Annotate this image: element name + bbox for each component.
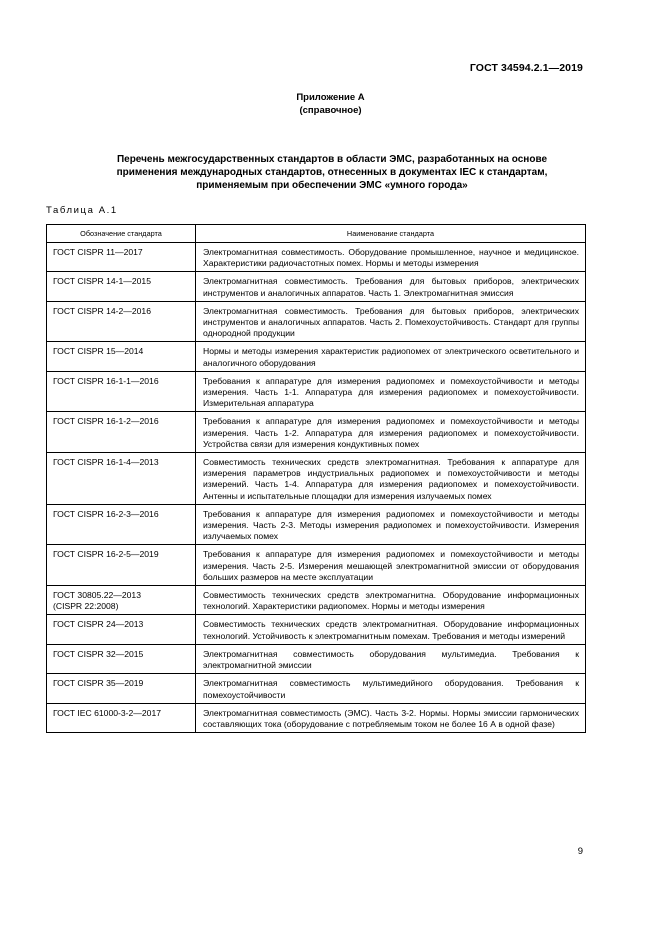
document-title: [62, 153, 602, 192]
standard-code: ГОСТ CISPR 16-1-1—2016: [47, 371, 196, 412]
standard-code: ГОСТ CISPR 16-2-5—2019: [47, 545, 196, 586]
standard-code-secondary: (CISPR 22:2008): [53, 601, 119, 612]
standard-code-primary: ГОСТ 30805.22—2013: [53, 590, 141, 601]
document-code: ГОСТ 34594.2.1—2019: [469, 62, 583, 74]
standard-code: ГОСТ CISPR 24—2013: [47, 615, 196, 644]
standard-code: ГОСТ CISPR 16-2-3—2016: [47, 504, 196, 545]
table-row: [47, 371, 586, 412]
standard-name: Нормы и методы измерения характеристик радиопомех от электрического осветительного и аналогичного оборудования: [196, 342, 586, 371]
table-caption: Таблица А.1: [46, 205, 118, 216]
table-row: [47, 342, 586, 371]
standard-name: Требования к аппаратуре для измерения радиопомех и помехоустойчивости и методы измерения. Часть 2-3. Методы измерения радиопомех и помехоустойчивости. Измерения излучаемых помех: [196, 504, 586, 545]
standard-name: Электромагнитная совместимость (ЭМС). Часть 3-2. Нормы. Нормы эмиссии гармонических составляющих тока (оборудование с потребляемым током не более 16 А в одной фазе): [196, 703, 586, 732]
page-number: 9: [577, 846, 583, 857]
standard-name: Совместимость технических средств электромагнитна. Оборудование информационных технологий. Характеристики радиопомех. Нормы и методы измерения: [196, 586, 586, 615]
standard-code: ГОСТ CISPR 16-1-4—2013: [47, 453, 196, 505]
standards-table: [46, 224, 586, 733]
standard-name: Электромагнитная совместимость. Требования для бытовых приборов, электрических инструментов и аналогичных аппаратов. Часть 1. Электромагнитная эмиссия: [196, 272, 586, 301]
table-row: [47, 243, 586, 272]
standard-name: Требования к аппаратуре для измерения радиопомех и помехоустойчивости и методы измерения. Часть 2-5. Измерения мешающей электромагнитной эмиссии от оборудования больших размеров на месте эксплуатации: [196, 545, 586, 586]
appendix-title: Приложение А: [296, 92, 365, 103]
table-row: [47, 615, 586, 644]
table-row: [47, 703, 586, 732]
table-row: [47, 644, 586, 673]
table-row: [47, 674, 586, 703]
standard-name: Электромагнитная совместимость. Требования для бытовых приборов, электрических инструментов и аналогичных аппаратов. Часть 2. Помехоустойчивость. Стандарт для группы однородной продукции: [196, 301, 586, 342]
document-title-line: Перечень межгосударственных стандартов в области ЭМС, разработанных на основе: [116, 154, 548, 165]
table-row: [47, 453, 586, 505]
column-header-code: Обозначение стандарта: [47, 225, 196, 243]
standard-code: ГОСТ CISPR 35—2019: [47, 674, 196, 703]
standard-name: Электромагнитная совместимость оборудования мультимедиа. Требования к электромагнитной эмиссии: [196, 644, 586, 673]
standard-name: Требования к аппаратуре для измерения радиопомех и помехоустойчивости и методы измерения. Часть 1-2. Аппаратура для измерения радиопомех и помехоустойчивости. Устройства связи для измерения кондуктивных помех: [196, 412, 586, 453]
standard-name: Совместимость технических средств электромагнитная. Оборудование информационных технологий. Устойчивость к электромагнитным помехам. Требования и методы измерений: [196, 615, 586, 644]
standard-code: ГОСТ CISPR 15—2014: [47, 342, 196, 371]
document-title-line: применения международных стандартов, отнесенных в документах IEC к стандартам,: [116, 167, 548, 178]
column-header-name: Наименование стандарта: [196, 225, 586, 243]
standard-code: ГОСТ CISPR 11—2017: [47, 243, 196, 272]
standard-name: Требования к аппаратуре для измерения радиопомех и помехоустойчивости и методы измерения. Часть 1-1. Аппаратура для измерения радиопомех и помехоустойчивости. Измерительная аппаратура: [196, 371, 586, 412]
table-row: [47, 272, 586, 301]
standard-code: ГОСТ CISPR 14-1—2015: [47, 272, 196, 301]
table-row: [47, 586, 586, 615]
standard-code: ГОСТ CISPR 14-2—2016: [47, 301, 196, 342]
standard-code: [47, 586, 196, 615]
document-title-line: применяемым при обеспечении ЭМС «умного города»: [196, 180, 468, 191]
table-header-row: [47, 225, 586, 243]
standard-name: Совместимость технических средств электромагнитная. Требования к аппаратуре для измерения параметров индустриальных радиопомех и помехоустойчивости и методы измерений. Часть 1-4. Аппаратура для измерения радиопомех и помехоустойчивости. Антенны и испытательные площадки для измерения излучаемых помех: [196, 453, 586, 505]
standard-code: ГОСТ CISPR 32—2015: [47, 644, 196, 673]
standard-name: Электромагнитная совместимость мультимедийного оборудования. Требования к помехоустойчивости: [196, 674, 586, 703]
standard-name: Электромагнитная совместимость. Оборудование промышленное, научное и медицинское. Характеристики радиочастотных помех. Нормы и методы измерения: [196, 243, 586, 272]
table-row: [47, 504, 586, 545]
table-row: [47, 301, 586, 342]
table-row: [47, 412, 586, 453]
standard-code: ГОСТ CISPR 16-1-2—2016: [47, 412, 196, 453]
appendix-heading: [0, 91, 661, 117]
standard-code: ГОСТ IEC 61000-3-2—2017: [47, 703, 196, 732]
table-row: [47, 545, 586, 586]
appendix-subtitle: (справочное): [299, 105, 362, 116]
